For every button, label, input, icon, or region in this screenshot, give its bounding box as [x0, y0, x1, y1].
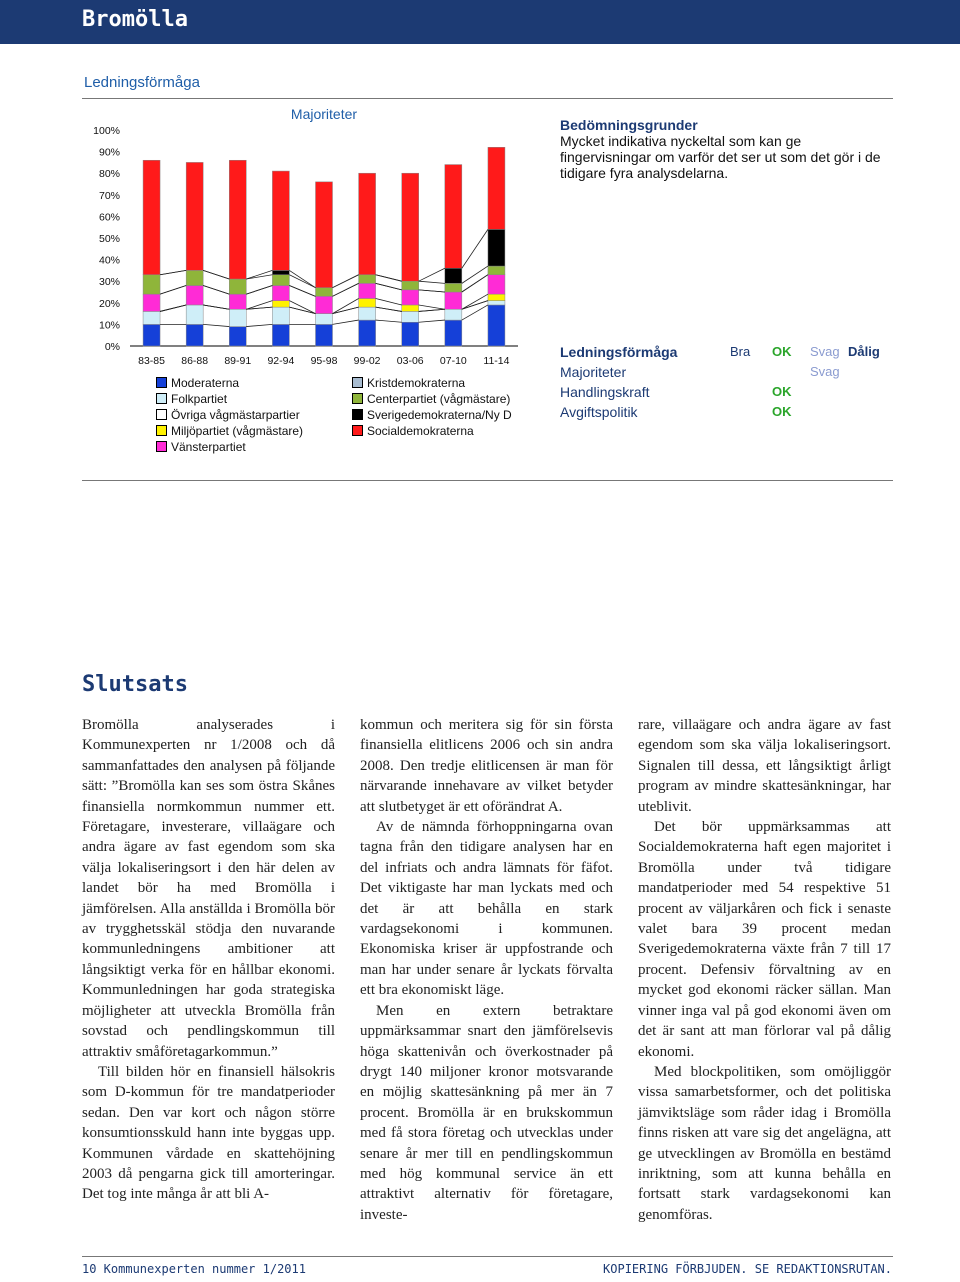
connector-line: [160, 286, 186, 295]
text-column-2: [360, 715, 613, 1225]
paragraph: Bromölla analyserades i Kommunexperten nr 1/2008 och då sammanfattades den analysen på följande sätt: ”Bromölla kan ses som östra Skånes finansiella normkommun nummer ett. Företagare, investerare, villaägare och andra ägare av fast egendom som ska välja lokaliseringsort i den här delen av landet bör ha med Bromölla i jämförelsen. Alla anställda i Bromölla bör av trygghetsskäl stödja den nuvarande kommunledningens ambitioner att långsiktigt verka för en hållbar ekonomi. Kommunledningen har goda strategiska möjligheter att utveckla Bromölla från sovstad och pendlingskommun till attraktiv småföretagarkommun.”: [82, 717, 335, 1060]
rating-row-majoriteter: [560, 362, 893, 382]
legend-item: [352, 407, 512, 423]
x-tick-label: 89-91: [224, 355, 252, 367]
rating-row-value: Svag: [810, 364, 840, 379]
legend-item: [156, 391, 303, 407]
bar-segment: [488, 301, 505, 305]
legend-item: [156, 439, 303, 455]
legend-item: [352, 375, 512, 391]
connector-line: [289, 301, 315, 314]
divider-footer: [82, 1256, 893, 1257]
rating-header-dalig: Dålig: [848, 344, 880, 359]
bar-segment: [186, 324, 203, 346]
divider-top: [82, 98, 893, 99]
bar-segment: [402, 281, 419, 290]
bar-segment: [229, 294, 246, 309]
y-tick-label: 90%: [98, 146, 120, 159]
bar-segment: [316, 314, 333, 325]
bar-segment: [488, 147, 505, 229]
connector-line: [246, 275, 272, 279]
rating-header-row: [560, 342, 893, 362]
connector-line: [419, 320, 445, 322]
bar-segment: [402, 322, 419, 346]
legend-left: [156, 375, 303, 455]
slutsats-heading: Slutsats: [82, 672, 188, 697]
bar-segment: [359, 275, 376, 284]
connector-line: [333, 298, 359, 313]
connector-line: [246, 270, 272, 279]
rating-header-svag: Svag: [810, 344, 840, 359]
connector-line: [376, 298, 402, 304]
connector-line: [203, 270, 229, 279]
bar-segment: [143, 311, 160, 324]
paragraph: rare, villaägare och andra ägare av fast egendom som ska välja lokaliseringsort. Signalen till dessa, ett långsiktigt årligt program av mindre skattesänkningar, har uteblivit.: [638, 717, 891, 815]
bar-segment: [488, 275, 505, 294]
bar-segment: [445, 283, 462, 292]
rating-table: [560, 342, 893, 422]
text-column-3: [638, 715, 891, 1225]
connector-line: [289, 270, 315, 287]
bar-segment: [488, 229, 505, 266]
bar-segment: [359, 283, 376, 298]
bar-segment: [229, 160, 246, 279]
rating-row-label: Majoriteter: [560, 364, 627, 380]
rating-row-value: OK: [772, 384, 792, 399]
legend-swatch: [156, 377, 167, 388]
legend-swatch: [352, 393, 363, 404]
bar-segment: [186, 305, 203, 324]
legend-swatch: [156, 441, 167, 452]
x-tick-label: 03-06: [396, 355, 424, 367]
bar-segment: [272, 275, 289, 286]
legend-label: Sverigedemokraterna/Ny D: [367, 408, 512, 422]
connector-line: [419, 281, 445, 283]
legend-item: [156, 423, 303, 439]
bar-segment: [359, 173, 376, 275]
bar-segment: [445, 268, 462, 283]
legend-label: Moderaterna: [171, 376, 240, 390]
bar-segment: [402, 305, 419, 311]
x-tick-label: 11-14: [483, 355, 510, 367]
y-tick-label: 100%: [93, 125, 120, 137]
bar-segment: [272, 270, 289, 274]
y-tick-label: 40%: [98, 254, 120, 267]
rating-row-label: Avgiftspolitik: [560, 404, 638, 420]
criteria-title: Bedömningsgrunder: [560, 117, 698, 133]
bar-segment: [229, 309, 246, 326]
connector-line: [333, 320, 359, 324]
y-tick-label: 60%: [98, 211, 120, 224]
bar-segment: [445, 309, 462, 320]
y-tick-label: 10%: [98, 319, 120, 332]
y-tick-label: 70%: [98, 189, 120, 202]
connector-line: [246, 324, 272, 326]
bar-segment: [186, 270, 203, 285]
bar-segment: [445, 165, 462, 269]
connector-line: [419, 305, 445, 309]
legend-item: [352, 423, 512, 439]
bar-segment: [272, 324, 289, 346]
legend-label: Socialdemokraterna: [367, 424, 474, 438]
chart-title: Majoriteter: [290, 106, 358, 122]
bar-segment: [488, 305, 505, 346]
connector-line: [289, 275, 315, 288]
connector-line: [203, 286, 229, 295]
rating-row-avgiftspolitik: [560, 402, 893, 422]
bar-segment: [272, 307, 289, 324]
majority-chart-svg: [82, 100, 552, 372]
connector-line: [419, 268, 445, 281]
y-tick-label: 50%: [98, 233, 120, 245]
connector-line: [289, 307, 315, 313]
x-tick-label: 83-85: [138, 355, 165, 367]
bar-segment: [402, 290, 419, 305]
x-tick-label: 07-10: [439, 355, 467, 367]
bar-segment: [143, 324, 160, 346]
bar-segment: [316, 296, 333, 313]
rating-row-label: Handlingskraft: [560, 384, 650, 400]
bar-segment: [316, 324, 333, 346]
bar-segment: [488, 294, 505, 300]
legend-swatch: [352, 409, 363, 420]
footer-left: 10 Kommunexperten nummer 1/2011: [82, 1262, 306, 1276]
connector-line: [246, 286, 272, 295]
rating-row-handlingskraft: [560, 382, 893, 402]
bar-segment: [488, 266, 505, 275]
legend-swatch: [156, 393, 167, 404]
paragraph: kommun och meritera sig för sin första finansiella elitlicens 2006 och sin andra 2008. Den tredje elitlicensen är man för närvarande innehavare av vilket betyder att slutbetyget är ett oförändrat A.: [360, 717, 613, 815]
connector-line: [419, 290, 445, 292]
rating-row-value: OK: [772, 404, 792, 419]
legend-label: Vänsterpartiet: [171, 440, 246, 454]
legend-label: Övriga vågmästarpartier: [171, 408, 300, 422]
paragraph: Till bilden hör en finansiell hälsokris som D-kommun för tre mandatperioder sedan. Den var kort och någon större konsumtionsskuld hann inte byggas upp. Kommunen vårdade en skattehöjning 2003 då pengarna gick till amorteringar. Det tog inte många år att bli A-: [82, 1063, 335, 1203]
paragraph: Av de nämnda förhoppningarna ovan tagna från den tidigare analysen har en del infriats och andra lämnats för fäfot. Det viktigaste har man lyckats med och det är att behålla en stark vardagsekonomi i kommunen. Ekonomiska kriser är uppfostrande och man har under senare år lyckats förvalta ett bra ekonomiskt läge.: [360, 819, 613, 999]
connector-line: [462, 275, 488, 292]
legend-item: [156, 375, 303, 391]
legend-label: Centerpartiet (vågmästare): [367, 392, 511, 406]
bar-segment: [316, 182, 333, 288]
rating-header-label: Ledningsförmåga: [560, 344, 678, 360]
bar-segment: [402, 173, 419, 281]
paragraph: Men en extern betraktare uppmärksammar snart den jämförelsevis höga skattenivån och överkostnader på drygt 140 miljoner kronor motsvarande en möjlig skattesänkning på mer än 7 procent. Bromölla är en brukskommun med få stora företag och utvecklas under senare år mer till en pendlingskommun med hög kommunal service än ett attraktivt alternativ för företagare, investe-: [360, 1002, 613, 1223]
legend-label: Kristdemokraterna: [367, 376, 466, 390]
connector-line: [203, 305, 229, 309]
connector-line: [289, 286, 315, 297]
bar-segment: [229, 327, 246, 346]
section-label: Ledningsförmåga: [84, 74, 200, 91]
legend-swatch: [352, 425, 363, 436]
x-tick-label: 86-88: [181, 355, 209, 367]
paragraph: Det bör uppmärksammas att Socialdemokraterna haft egen majoritet i Bromölla under två tidigare mandatperioder med 54 respektive 51 procent av väljarkåren och fick i senaste valet bara 39 procent medan Sverigedemokraterna växte från 7 till 17 procent. Defensiv förvaltning av en mycket god ekonomi räcker sällan. Man vinner inga val på god ekonomi även om det är sant att man förlorar val på dålig ekonomi.: [638, 819, 891, 1060]
legend-swatch: [156, 409, 167, 420]
bar-segment: [359, 307, 376, 320]
bar-segment: [445, 292, 462, 309]
criteria-text: Mycket indikativa nyckeltal som kan ge fingervisningar om varför det ser ut som det gör i de tidigare fyra analysdelarna.: [560, 133, 881, 181]
bar-segment: [359, 298, 376, 307]
bar-segment: [359, 320, 376, 346]
bar-segment: [143, 294, 160, 311]
x-tick-label: 95-98: [310, 355, 338, 367]
connector-line: [376, 320, 402, 322]
bar-segment: [272, 286, 289, 301]
connector-line: [203, 324, 229, 326]
footer-right: KOPIERING FÖRBJUDEN. SE REDAKTIONSRUTAN.: [603, 1262, 892, 1276]
rating-header-bra: Bra: [730, 344, 751, 359]
paragraph: Med blockpolitiken, som omöjliggör vissa samarbetsformer, och det politiska jämviktsläge som råder idag i Bromölla finns risken att vare sig det angelägna, att ge utvecklingen av Bromölla en bestämd inriktning, som att kunna behålla en fortsatt stark vardagsekonomi kan genomföras.: [638, 1063, 891, 1223]
text-column-1: [82, 715, 335, 1205]
bar-segment: [272, 301, 289, 307]
legend-item: [352, 391, 512, 407]
connector-line: [376, 275, 402, 281]
legend-right: [352, 375, 512, 439]
bar-segment: [186, 286, 203, 305]
page-title: Bromölla: [82, 7, 188, 32]
connector-line: [376, 307, 402, 311]
bar-segment: [143, 275, 160, 294]
y-tick-label: 0%: [104, 341, 120, 353]
rating-header-ok: OK: [772, 344, 792, 359]
connector-line: [333, 307, 359, 313]
legend-swatch: [156, 425, 167, 436]
y-tick-label: 30%: [98, 276, 120, 289]
legend-item: [156, 407, 303, 423]
legend-label: Miljöpartiet (vågmästare): [171, 424, 304, 438]
x-tick-label: 99-02: [353, 355, 381, 367]
connector-line: [160, 270, 186, 274]
criteria-box: [560, 117, 890, 181]
majority-chart: [82, 100, 552, 372]
connector-line: [160, 305, 186, 311]
bar-segment: [272, 171, 289, 270]
x-tick-label: 92-94: [267, 355, 295, 367]
bar-segment: [143, 160, 160, 274]
divider-bottom: [82, 480, 893, 481]
connector-line: [462, 229, 488, 268]
connector-line: [376, 283, 402, 289]
bar-segment: [316, 288, 333, 297]
connector-line: [462, 266, 488, 283]
connector-line: [419, 309, 445, 311]
legend-swatch: [352, 377, 363, 388]
legend-label: Folkpartiet: [171, 392, 228, 406]
bar-segment: [186, 162, 203, 270]
bar-segment: [402, 311, 419, 322]
bar-segment: [229, 279, 246, 294]
bar-segment: [445, 320, 462, 346]
y-tick-label: 80%: [98, 168, 120, 181]
y-tick-label: 20%: [98, 297, 120, 310]
